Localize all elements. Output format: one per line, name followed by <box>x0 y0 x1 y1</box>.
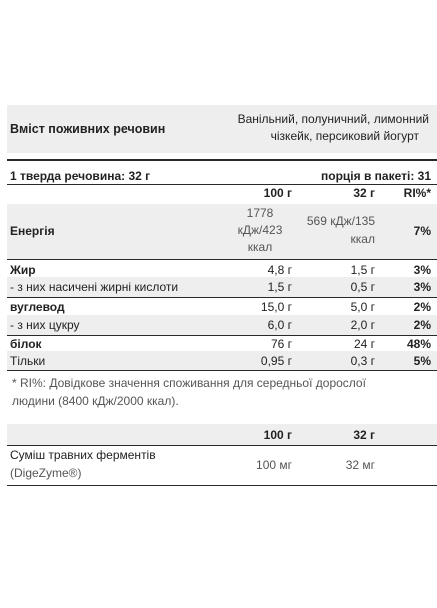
footnote-line-1: * RI%: Довідкове значення споживання для середньої дорослої <box>12 376 366 390</box>
nutrient-value-32g: 2,0 г <box>350 318 375 332</box>
enzymes-value-100g: 100 мг <box>256 458 292 472</box>
energy-ri: 7% <box>413 224 431 238</box>
nutrient-value-100g: 76 г <box>270 337 292 351</box>
enzymes-divider <box>7 445 437 446</box>
serving-size: 1 тверда речовина: 32 г <box>10 169 151 183</box>
enzymes-bottom-rule <box>7 485 437 486</box>
nutrient-row <box>10 315 437 335</box>
nutrient-label: Жир <box>10 263 36 277</box>
energy-32g-line-1: 569 кДж/135 <box>306 214 375 228</box>
enzymes-col-32g: 32 г <box>353 428 375 442</box>
nutrient-ri: 3% <box>413 263 431 277</box>
nutrient-label: - з них насичені жирні кислоти <box>10 280 179 294</box>
serving-divider <box>7 184 437 185</box>
enzymes-col-100g: 100 г <box>263 428 292 442</box>
nutrient-value-100g: 1,5 г <box>267 280 292 294</box>
table-bottom-rule <box>7 370 437 371</box>
nutrient-row <box>10 277 437 297</box>
nutrient-value-32g: 5,0 г <box>350 300 375 314</box>
nutrient-value-32g: 0,5 г <box>350 280 375 294</box>
enzymes-label-line-1: Суміш травних ферментів <box>10 448 156 462</box>
col-header-ri: RI%* <box>403 186 431 200</box>
energy-32g-line-2: ккал <box>350 232 375 246</box>
enzymes-label-line-2: (DigeZyme®) <box>10 466 82 480</box>
nutrient-ri: 48% <box>406 337 431 351</box>
nutrient-ri: 2% <box>413 318 431 332</box>
nutrient-label: вуглевод <box>10 300 65 314</box>
nutrient-ri: 5% <box>413 354 431 368</box>
nutrient-label: Тільки <box>10 354 46 368</box>
table-title: Вміст поживних речовин <box>10 122 166 136</box>
nutrient-value-100g: 4,8 г <box>267 263 292 277</box>
nutrient-row <box>10 297 437 317</box>
flavors-line-2: чізкейк, персиковий йогурт <box>270 129 419 143</box>
nutrient-ri: 3% <box>413 280 431 294</box>
nutrient-ri: 2% <box>413 300 431 314</box>
servings-per-pack: порція в пакеті: 31 <box>321 169 431 183</box>
col-header-100g: 100 г <box>263 186 292 200</box>
nutrient-row <box>10 351 437 371</box>
nutrient-value-32g: 24 г <box>353 337 375 351</box>
col-header-32g: 32 г <box>353 186 375 200</box>
footnote-line-2: людини (8400 кДж/2000 ккал). <box>12 394 179 408</box>
enzymes-value-32g: 32 мг <box>345 458 375 472</box>
energy-100g-line-3: ккал <box>247 240 273 254</box>
header-divider <box>7 159 437 161</box>
nutrient-label: - з них цукру <box>10 318 80 332</box>
nutrient-value-32g: 1,5 г <box>350 263 375 277</box>
energy-100g-line-2: кДж/423 <box>237 223 283 237</box>
nutrient-label: білок <box>10 337 42 351</box>
flavors-line-1: Ванільний, полуничний, лимонний <box>237 112 429 126</box>
nutrient-value-32g: 0,3 г <box>350 354 375 368</box>
nutrient-value-100g: 6,0 г <box>267 318 292 332</box>
nutrient-value-100g: 15,0 г <box>260 300 292 314</box>
energy-100g-line-1: 1778 <box>246 206 274 220</box>
nutrient-value-100g: 0,95 г <box>260 354 292 368</box>
energy-label: Енергія <box>10 224 55 238</box>
